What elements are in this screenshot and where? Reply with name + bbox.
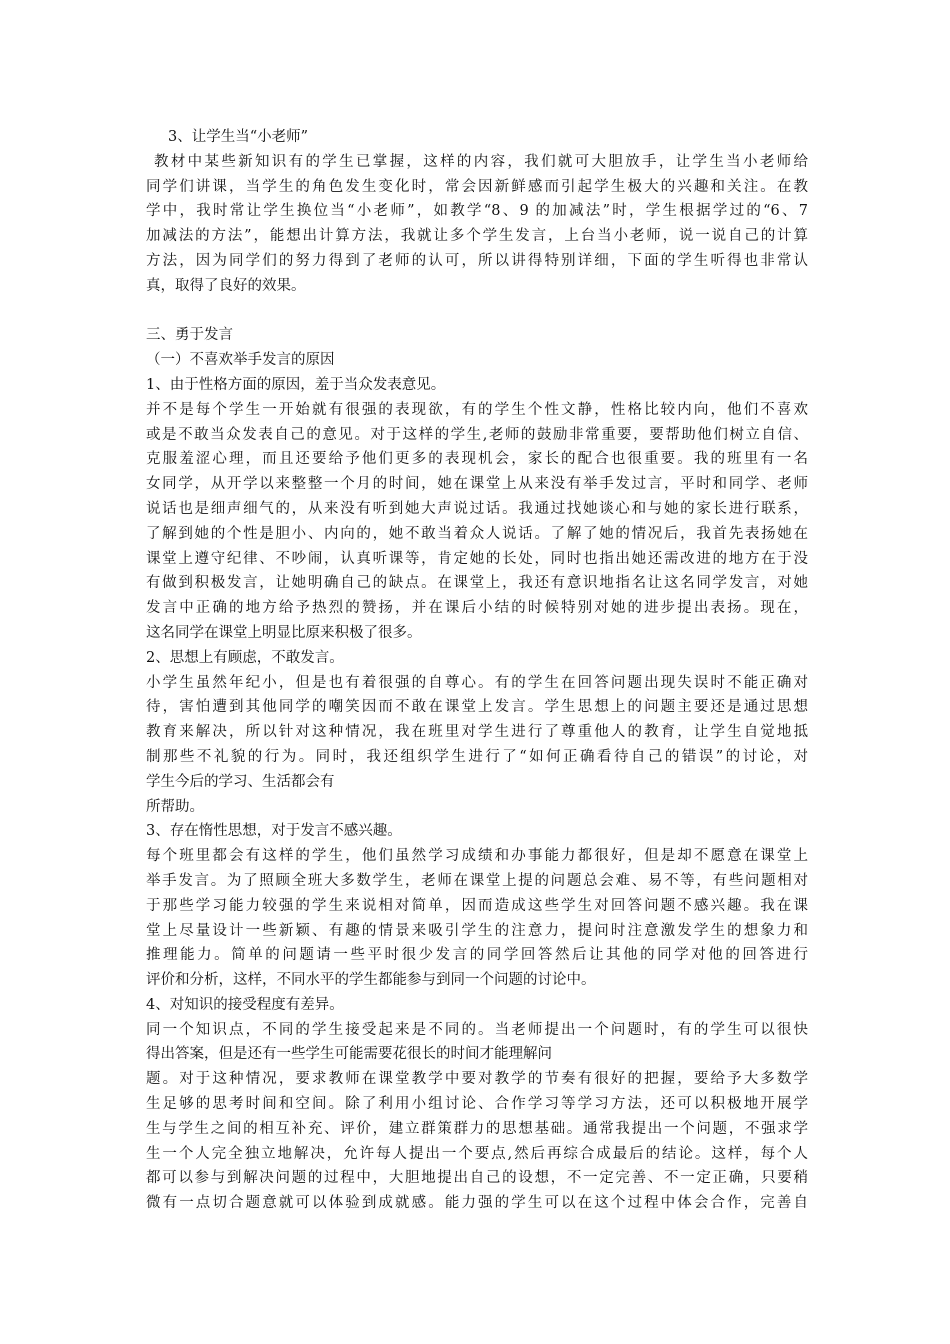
text-line: 说话也是细声细气的，从来没有听到她大声说过话。我通过找她谈心和与她的家长进行联系， — [146, 500, 808, 517]
text-line: 每个班里都会有这样的学生，他们虽然学习成绩和办事能力都很好，但是却不愿意在课堂上 — [146, 848, 808, 865]
blank-line — [146, 299, 808, 324]
text-line: 生与学生之间的相互补充、评价，建立群策群力的思想基础。通常我提出一个问题，不强求学 — [146, 1120, 808, 1137]
text-line: 学中，我时常让学生换位当“小老师”，如教学“8、9 的加减法”时，学生根据学过的“6、7 — [146, 203, 808, 220]
text-line: 于那些学习能力较强的学生来说相对简单，因而造成这些学生对回答问题不感兴趣。我在课 — [146, 897, 808, 914]
text-line: 三、勇于发言 — [146, 327, 233, 344]
text-line: （一）不喜欢举手发言的原因 — [146, 352, 335, 369]
text-line: 4、对知识的接受程度有差异。 — [146, 996, 344, 1013]
text-line: 举手发言。为了照顾全班大多数学生，老师在课堂上提的问题总会难、易不等，有些问题相对 — [146, 872, 808, 889]
text-line: 生一个人完全独立地解决，允许每人提出一个要点,然后再综合成最后的结论。这样，每个人 — [146, 1145, 808, 1162]
text-line: 生足够的思考时间和空间。除了利用小组讨论、合作学习等学习方法，还可以积极地开展学 — [146, 1096, 808, 1113]
text-line: 3、存在惰性思想，对于发言不感兴趣。 — [146, 823, 402, 840]
document-body — [146, 125, 808, 1216]
text-line: 所帮助。 — [146, 798, 204, 815]
text-line: 发言中正确的地方给予热烈的赞扬，并在课后小结的时候特别对她的进步提出表扬。现在， — [146, 600, 808, 617]
text-line: 课堂上遵守纪律、不吵闹，认真听课等，肯定她的长处，同时也指出她还需改进的地方在于没 — [146, 550, 808, 567]
text-line: 微有一点切合题意就可以体验到成就感。能力强的学生可以在这个过程中体会合作，完善自 — [146, 1195, 808, 1212]
text-line: 真，取得了良好的效果。 — [146, 277, 306, 294]
text-line: 这名同学在课堂上明显比原来积极了很多。 — [146, 624, 422, 641]
text-line: 教育来解决，所以针对这种情况，我在班里对学生进行了尊重他人的教育，让学生自觉地抵 — [146, 724, 808, 741]
text-line: 方法，因为同学们的努力得到了老师的认可，所以讲得特别详细，下面的学生听得也非常认 — [146, 252, 808, 269]
text-line: 都可以参与到解决问题的过程中，大胆地提出自己的设想，不一定完善、不一定正确，只要稍 — [146, 1170, 808, 1187]
text-line: 待，害怕遭到其他同学的嘲笑因而不敢在课堂上发言。学生思想上的问题主要还是通过思想 — [146, 699, 808, 716]
text-line: 评价和分析，这样，不同水平的学生都能参与到同一个问题的讨论中。 — [146, 972, 596, 989]
text-line: 题。对于这种情况，要求教师在课堂教学中要对教学的节奏有很好的把握，要给予大多数学 — [146, 1071, 808, 1088]
text-line: 学生今后的学习、生活都会有 — [146, 773, 335, 790]
text-line: 小学生虽然年纪小，但是也有着很强的自尊心。有的学生在回答问题出现失误时不能正确对 — [146, 674, 808, 691]
text-line: 克服羞涩心理，而且还要给予他们更多的表现机会，家长的配合也很重要。我的班里有一名 — [146, 451, 808, 468]
text-line: 教材中某些新知识有的学生已掌握，这样的内容，我们就可大胆放手，让学生当小老师给 — [154, 153, 808, 170]
text-line: 推理能力。简单的问题请一些平时很少发言的同学回答然后让其他的同学对他的回答进行 — [146, 947, 808, 964]
text-line: 制那些不礼貌的行为。同时，我还组织学生进行了“如何正确看待自己的错误”的讨论，对 — [146, 748, 808, 765]
text-line: 2、思想上有顾虑，不敢发言。 — [146, 649, 344, 666]
text-line: 堂上尽量设计一些新颖、有趣的情景来吸引学生的注意力，提问时注意激发学生的想象力和 — [146, 922, 808, 939]
text-line: 或是不敢当众发表自己的意见。对于这样的学生,老师的鼓励非常重要，要帮助他们树立自信、 — [146, 426, 808, 443]
text-line: 得出答案，但是还有一些学生可能需要花很长的时间才能理解问 — [146, 1046, 552, 1063]
text-line: 1、由于性格方面的原因，羞于当众发表意见。 — [146, 376, 446, 393]
text-line: 了解到她的个性是胆小、内向的，她不敢当着众人说话。了解了她的情况后，我首先表扬她在 — [146, 525, 808, 542]
text-line: 3、让学生当“小老师” — [168, 129, 309, 145]
text-line: 同一个知识点，不同的学生接受起来是不同的。当老师提出一个问题时，有的学生可以很快 — [146, 1021, 808, 1038]
text-line: 同学们讲课，当学生的角色发生变化时，常会因新鲜感而引起学生极大的兴趣和关注。在教 — [146, 178, 808, 195]
text-line: 女同学，从开学以来整整一个月的时间，她在课堂上从来没有举手发过言，平时和同学、老师 — [146, 476, 808, 493]
text-line: 加减法的方法”，能想出计算方法，我就让多个学生发言，上台当小老师，说一说自己的计算 — [146, 228, 808, 245]
text-line: 并不是每个学生一开始就有很强的表现欲，有的学生个性文静，性格比较内向，他们不喜欢 — [146, 401, 808, 418]
text-line: 有做到积极发言，让她明确自己的缺点。在课堂上，我还有意识地指名让这名同学发言，对她 — [146, 575, 808, 592]
